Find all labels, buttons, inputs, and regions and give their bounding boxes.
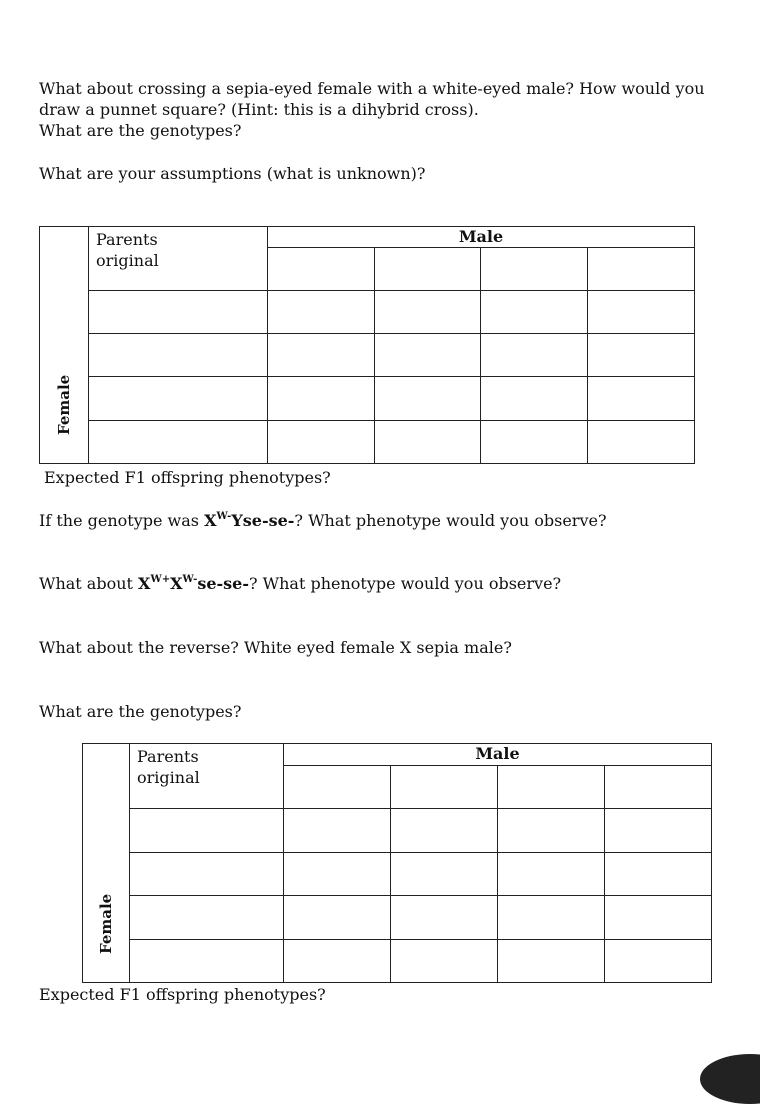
grid-cell[interactable] — [375, 377, 481, 421]
grid-cell[interactable] — [391, 853, 498, 896]
row-header-cell[interactable] — [89, 291, 268, 334]
male-axis-label: Male — [284, 744, 712, 766]
question-1-line-2: draw a punnet square? (Hint: this is a dihybrid cross). — [39, 100, 479, 119]
grid-cell[interactable] — [588, 334, 695, 377]
grid-cell[interactable] — [268, 377, 375, 421]
grid-cell[interactable] — [498, 809, 605, 853]
female-axis-label: Female — [83, 744, 130, 983]
row-header-cell[interactable] — [130, 940, 284, 983]
original-label: original — [137, 768, 200, 787]
grid-cell[interactable] — [391, 766, 498, 809]
grid-cell[interactable] — [588, 377, 695, 421]
grid-cell[interactable] — [284, 896, 391, 940]
grid-cell[interactable] — [481, 291, 588, 334]
row-header-cell[interactable] — [130, 896, 284, 940]
parents-cell — [89, 227, 268, 291]
corner-overlay-shape — [700, 1054, 760, 1104]
grid-cell[interactable] — [284, 853, 391, 896]
row-header-cell[interactable] — [89, 334, 268, 377]
punnet-square-1 — [39, 226, 695, 464]
parents-cell — [130, 744, 284, 809]
grid-cell[interactable] — [391, 809, 498, 853]
question-what-about-genotype: What about $X^{W+}X^{W-}se-se-$? What phenotype would you observe? — [39, 573, 562, 593]
grid-cell[interactable] — [605, 853, 712, 896]
female-axis-label: Female — [40, 227, 89, 464]
row-header-cell[interactable] — [130, 853, 284, 896]
grid-cell[interactable] — [498, 896, 605, 940]
row-header-cell[interactable] — [130, 809, 284, 853]
question-genotypes-2: What are the genotypes? — [39, 702, 242, 721]
question-1-line-1: What about crossing a sepia-eyed female with a white-eyed male? How would you — [39, 79, 705, 98]
grid-cell[interactable] — [498, 940, 605, 983]
grid-cell[interactable] — [268, 334, 375, 377]
grid-cell[interactable] — [588, 248, 695, 291]
row-header-cell[interactable] — [89, 377, 268, 421]
grid-cell[interactable] — [284, 766, 391, 809]
grid-cell[interactable] — [498, 853, 605, 896]
grid-cell[interactable] — [284, 809, 391, 853]
grid-cell[interactable] — [481, 334, 588, 377]
grid-cell[interactable] — [481, 377, 588, 421]
grid-cell[interactable] — [268, 421, 375, 464]
grid-cell[interactable] — [375, 334, 481, 377]
question-assumptions: What are your assumptions (what is unknown)? — [39, 164, 426, 183]
grid-cell[interactable] — [375, 421, 481, 464]
row-header-cell[interactable] — [89, 421, 268, 464]
expected-phenotypes-1: Expected F1 offspring phenotypes? — [44, 468, 331, 487]
grid-cell[interactable] — [481, 421, 588, 464]
grid-cell[interactable] — [605, 896, 712, 940]
parents-label: Parents — [137, 747, 199, 766]
grid-cell[interactable] — [498, 766, 605, 809]
grid-cell[interactable] — [284, 940, 391, 983]
grid-cell[interactable] — [605, 809, 712, 853]
grid-cell[interactable] — [391, 940, 498, 983]
grid-cell[interactable] — [588, 291, 695, 334]
grid-cell[interactable] — [605, 766, 712, 809]
question-genotype-observe: If the genotype was $X^{W-}Yse-se-$? What phenotype would you observe? — [39, 510, 607, 530]
grid-cell[interactable] — [268, 291, 375, 334]
grid-cell[interactable] — [481, 248, 588, 291]
expected-phenotypes-2: Expected F1 offspring phenotypes? — [39, 985, 326, 1004]
grid-cell[interactable] — [375, 291, 481, 334]
grid-cell[interactable] — [268, 248, 375, 291]
grid-cell[interactable] — [375, 248, 481, 291]
question-reverse-cross: What about the reverse? White eyed female X sepia male? — [39, 638, 512, 657]
parents-label: Parents — [96, 230, 158, 249]
grid-cell[interactable] — [605, 940, 712, 983]
original-label: original — [96, 251, 159, 270]
grid-cell[interactable] — [588, 421, 695, 464]
grid-cell[interactable] — [391, 896, 498, 940]
punnet-square-2 — [82, 743, 712, 983]
question-1-line-3: What are the genotypes? — [39, 121, 242, 140]
male-axis-label: Male — [268, 227, 695, 248]
